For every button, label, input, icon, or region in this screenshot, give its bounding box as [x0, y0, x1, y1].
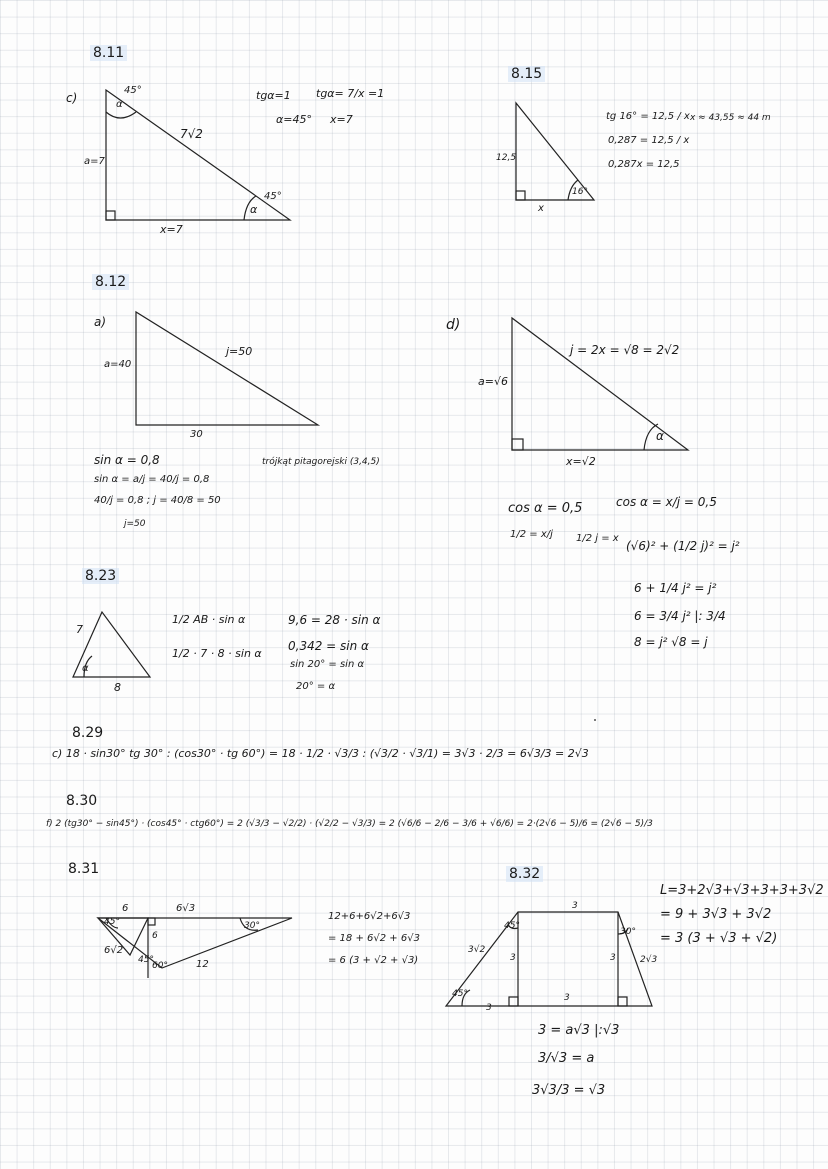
side-label: 12,5 [496, 153, 517, 163]
right-angle-mark [509, 997, 518, 1006]
base-label: 30 [190, 429, 203, 440]
hypotenuse-label: j=50 [226, 345, 253, 358]
equation: 3 = a√3 |:√3 [538, 1023, 620, 1038]
side-a-label: a=7 [84, 156, 105, 167]
equation: 1/2 j = x [576, 533, 619, 544]
right-angle-mark [516, 191, 525, 200]
problem-title-8-12: 8.12 [92, 274, 129, 290]
right-angle-mark [512, 439, 523, 450]
equation: 3/√3 = a [538, 1051, 595, 1066]
note: trójkąt pitagorejski (3,4,5) [262, 457, 380, 467]
side-label: 7 [76, 623, 83, 636]
side-a-label: a=√6 [478, 375, 508, 388]
part-label: d) [446, 317, 461, 333]
equation: = 9 + 3√3 + 3√2 [660, 907, 772, 922]
equation: tgα=1 [256, 89, 291, 102]
problem-title-8-23: 8.23 [82, 568, 119, 584]
problem-title-8-30: 8.30 [66, 793, 98, 809]
equation: α=45° [276, 113, 312, 126]
equation: 3√3/3 = √3 [532, 1083, 606, 1098]
equation: sin α = a/j = 40/j = 0,8 [94, 474, 210, 485]
angle-label: 60° [152, 961, 168, 971]
alpha-label: α [116, 99, 123, 110]
equation: sin α = 0,8 [94, 453, 160, 467]
equation: j=50 [124, 519, 146, 529]
side-label: 3 [510, 953, 516, 963]
hypotenuse-label: 7√2 [180, 127, 203, 141]
side-label: 2√3 [640, 955, 658, 965]
angle-label: 16° [572, 187, 588, 197]
angle-label: 45° [264, 191, 282, 202]
side-x-label: x=√2 [566, 455, 596, 468]
triangle-8-12a [136, 312, 318, 425]
equation: L=3+2√3+√3+3+3+3√2 [660, 883, 824, 898]
problem-title-8-15: 8.15 [508, 66, 545, 82]
side-label: 8 [114, 681, 121, 694]
equation: 6 + 1/4 j² = j² [634, 581, 717, 595]
equation: 1/2 · 7 · 8 · sin α [172, 647, 262, 660]
side-label: 3 [610, 953, 616, 963]
equation: cos α = x/j = 0,5 [616, 495, 717, 509]
equation: cos α = 0,5 [508, 501, 583, 516]
equation: c) 18 · sin30° tg 30° : (cos30° · tg 60°) = 18 · 1/2 · √3/3 : (√3/2 · √3/1) = 3√3 · 2/3 = 6√3/3 = 2√3 [52, 747, 589, 760]
equation: 8 = j² √8 = j [634, 635, 708, 649]
hypotenuse-label: j = 2x = √8 = 2√2 [570, 343, 680, 357]
side-x-label: x=7 [160, 223, 183, 236]
angle-label: 45° [104, 917, 120, 927]
problem-title-8-11: 8.11 [90, 45, 127, 61]
side-label: 6 [152, 931, 158, 941]
equation: 1/2 AB · sin α [172, 613, 246, 626]
equation: 20° = α [296, 681, 336, 692]
part-label: c) [66, 91, 78, 105]
right-angle-mark [148, 918, 155, 925]
triangle-8-15 [516, 103, 594, 200]
angle-label: 30° [620, 927, 636, 937]
angle-label: 45° [452, 989, 468, 999]
equation: 9,6 = 28 · sin α [288, 613, 381, 627]
equation: tg 16° = 12,5 / x [606, 111, 690, 122]
result: x ≈ 43,55 ≈ 44 m [690, 113, 771, 123]
part-label: a) [94, 315, 107, 329]
equation: (√6)² + (1/2 j)² = j² [626, 539, 740, 553]
alpha-label: α [82, 663, 89, 674]
problem-title-8-32: 8.32 [506, 866, 543, 882]
angle-label: 45° [138, 955, 154, 965]
problem-title-8-31: 8.31 [68, 861, 100, 877]
equation: = 18 + 6√2 + 6√3 [328, 933, 420, 944]
side-label: 3√2 [468, 945, 486, 955]
angle-label: 45° [124, 85, 142, 96]
side-label: 3 [564, 993, 570, 1003]
equation: 0,342 = sin α [288, 639, 369, 653]
equation: 1/2 = x/j [510, 529, 553, 540]
equation: 40/j = 0,8 ; j = 40/8 = 50 [94, 495, 221, 506]
alpha-label: α [656, 429, 664, 443]
equation: 0,287 = 12,5 / x [608, 135, 690, 146]
side-label: 6√2 [104, 945, 124, 956]
side-label: 3 [486, 1003, 492, 1013]
right-angle-mark [618, 997, 627, 1006]
triangle-8-31-large [98, 918, 292, 968]
alpha-label: α [250, 203, 258, 216]
angle-label: 30° [244, 921, 260, 931]
angle-label: 45° [504, 921, 520, 931]
equation: f) 2 (tg30° − sin45°) · (cos45° · ctg60°) = 2 (√3/3 − √2/2) · (√2/2 − √3/3) = 2 (√6/6 − 2/6 − 3/6 + √6/6) = 2·(2√6 − 5)/6 = (2√6 − 5)/3 [46, 819, 653, 829]
right-angle-mark [106, 211, 115, 220]
equation: x=7 [330, 113, 353, 126]
equation: 0,287x = 12,5 [608, 159, 680, 170]
side-label: 6 [122, 903, 129, 914]
triangle-8-11 [106, 90, 290, 220]
side-label: 6√3 [176, 903, 196, 914]
equation: 12+6+6√2+6√3 [328, 911, 411, 922]
side-a-label: a=40 [104, 359, 132, 370]
angle-arc [106, 112, 136, 118]
side-x-label: x [538, 203, 544, 214]
problem-title-8-29: 8.29 [72, 725, 104, 741]
equation: tgα= 7/x =1 [316, 87, 385, 100]
side-label: 3 [572, 901, 578, 911]
equation: sin 20° = sin α [290, 659, 365, 670]
equation: = 6 (3 + √2 + √3) [328, 955, 419, 966]
equation: = 3 (3 + √3 + √2) [660, 931, 778, 946]
side-label: 12 [196, 959, 209, 970]
equation: 6 = 3/4 j² |: 3/4 [634, 609, 726, 623]
